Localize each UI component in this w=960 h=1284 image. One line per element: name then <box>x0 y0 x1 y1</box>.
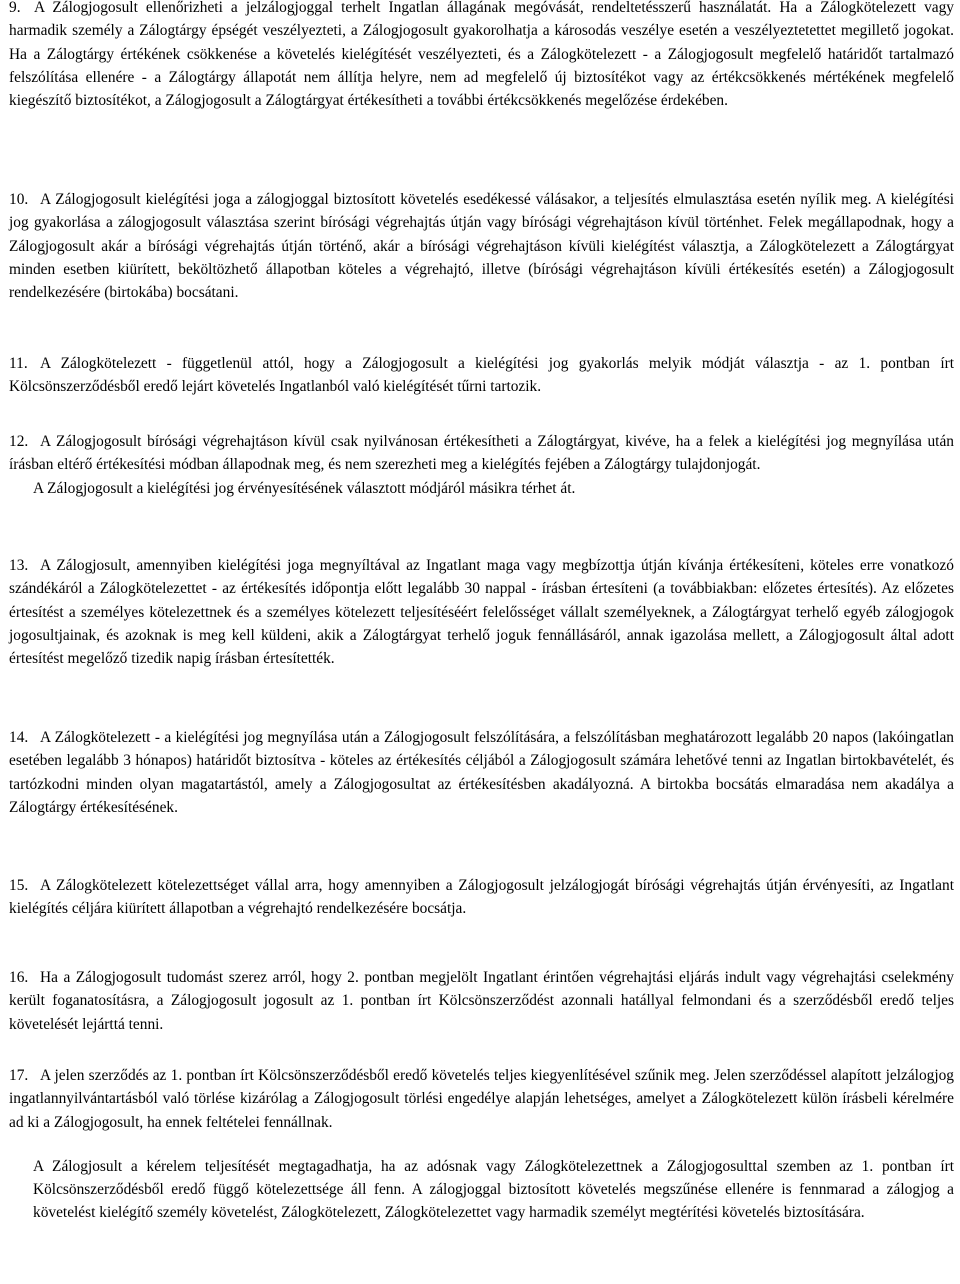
clause-11-text <box>9 352 954 399</box>
clause-12-paragraph-2: A Zálogjogosult a kielégítési jog érvényesítésének választott módjáról másikra térhet át. <box>33 479 576 497</box>
clause-14-number: 14. <box>9 729 29 746</box>
clause-17 <box>9 1064 954 1225</box>
clause-13-number: 13. <box>9 557 29 574</box>
clause-17-paragraph-1: A jelen szerződés az 1. pontban írt Kölcsönszerződésből eredő követelés teljes kiegyenlítésével szűnik meg. Jelen szerződéssel alapított jelzálogjog ingatlannyilvántartásból való törlése kizárólag a Zálogjogosult törlési engedélye alapján lehetséges, amelyet a Zálogkötelezett külön írásbeli kérelmére ad ki a Zálogjogosult, ha ennek feltételei fennállnak. <box>9 1067 954 1131</box>
clause-16-paragraph-1: Ha a Zálogjogosult tudomást szerez arról, hogy 2. pontban megjelölt Ingatlant érintően végrehajtási eljárás indult vagy végrehajtási cselekmény került foganatosításra, a Zálogjogosult jogosult az 1. pontban írt Kölcsönszerződést azonnali hatállyal felmondani és a szerződésből eredő teljes követelését lejárttá tenni. <box>9 969 954 1033</box>
clause-13-text <box>9 554 954 670</box>
clause-10-number: 10. <box>9 191 29 208</box>
clause-14 <box>9 726 954 819</box>
clause-9-number: 9. <box>9 0 21 16</box>
clause-16-number: 16. <box>9 969 29 986</box>
clause-10 <box>9 188 954 304</box>
clause-15-paragraph-1: A Zálogkötelezett kötelezettséget vállal arra, hogy amennyiben a Zálogjogosult jelzálogjogát bírósági végrehajtás útján érvényesíti, az Ingatlant kielégítés céljára kiürített állapotban a végrehajtó rendelkezésére bocsátja. <box>9 877 954 918</box>
clause-12-number: 12. <box>9 433 29 450</box>
clause-9-paragraph-1: A Zálogjogosult ellenőrizheti a jelzálogjoggal terhelt Ingatlan állagának megóvását, rendeltetésszerű használatát. Ha a Zálogkötelezett vagy harmadik személy a Zálogtárgy épségét veszélyezteti, a Zálogjogosult gyakorolhatja a károsodás veszélye esetén a veszélyeztetettet megillető jogokat. Ha a Zálogtárgy értékének csökkenése a követelés kielégítését veszélyezteti, és a Zálogkötelezett - a Zálogjogosult megfelelő határidőt tartalmazó felszólítása ellenére - a Zálogtárgy állapotát nem állítja helyre, nem ad megfelelő új biztosítékot vagy az értékcsökkenés mértékének megfelelő kiegészítő biztosítékot, a Zálogjogosult a Zálogtárgyat értékesítheti a további értékcsökkenés megelőzése érdekében. <box>9 0 954 110</box>
clause-9 <box>9 0 954 112</box>
clause-15 <box>9 874 954 921</box>
clause-9-text <box>9 0 954 112</box>
clause-12 <box>9 430 954 500</box>
clause-14-text <box>9 726 954 819</box>
clause-17-number: 17. <box>9 1067 29 1084</box>
clause-17-paragraph-2: A Zálogjosult a kérelem teljesítését megtagadhatja, ha az adósnak vagy Zálogkötelezettnek a Zálogjogosulttal szemben az 1. pontban írt Kölcsönszerződésből eredő függő kötelezettsége áll fenn. A zálogjoggal biztosított követelés megszűnése ellenére is fennmarad a zálogjog a követelést kielégítő személy követelést, Zálogkötelezett, Zálogkötelezettet vagy harmadik személyt megtérítési követelés biztosítására. <box>33 1157 954 1222</box>
clause-11 <box>9 352 954 399</box>
clause-13-paragraph-1: A Zálogjosult, amennyiben kielégítési joga megnyíltával az Ingatlant maga vagy megbízottja útján kívánja értékesíteni, köteles erre vonatkozó szándékáról a Zálogkötelezettet - az értékesítés időpontja előtt legalább 30 nappal - írásban értesíteni (a továbbiakban: előzetes értesítés). Az előzetes értesítést a személyes kötelezettnek és a személyes kötelezett teljesítéséért felelősséget vállalt személyeknek, a Zálogtárgyat terhelő egyéb zálogjogok jogosultjainak, és azoknak is meg kell küldeni, akik a Zálogtárgyat terhelő joguk fennállásáról, annak igazolása mellett, a Zálogjogosult által adott értesítést megelőző tizedik napig írásban értesítették. <box>9 557 954 668</box>
clause-17-text <box>9 1064 954 1134</box>
clause-14-paragraph-1: A Zálogkötelezett - a kielégítési jog megnyílása után a Zálogjogosult felszólítására, a felszólításban meghatározott legalább 20 napos (lakóingatlan esetében legalább 3 hónapos) határidőt biztosítva - köteles az értékesítés céljából a Zálogjogosult számára lehetővé tenni az Ingatlan birtokbavételét, és tartózkodni minden olyan magatartástól, amely a Zálogjogosultat az értékesítésben akadályozná. A birtokba bocsátás elmaradása nem akadálya a Zálogtárgy értékesítésének. <box>9 729 954 816</box>
clause-12-text <box>9 430 954 477</box>
clause-15-number: 15. <box>9 877 29 894</box>
clause-11-number: 11. <box>9 355 28 372</box>
clause-15-text <box>9 874 954 921</box>
clause-11-paragraph-1: A Zálogkötelezett - függetlenül attól, hogy a Zálogjogosult a kielégítési jog gyakorlás melyik módját választja - az 1. pontban írt Kölcsönszerződésből eredő lejárt követelés Ingatlanból való kielégítését tűrni tartozik. <box>9 355 954 396</box>
clause-10-paragraph-1: A Zálogjogosult kielégítési joga a zálogjoggal biztosított követelés esedékessé válásakor, a teljesítés elmulasztása esetén nyílik meg. A kielégítési jog gyakorlása a zálogjogosult választása szerint bírósági végrehajtás útján vagy bírósági végrehajtáson kívül történhet. Felek megállapodnak, hogy a Zálogjogosult akár a bírósági végrehajtás útján történő, akár a bírósági végrehajtáson kívüli kielégítést választja, a Zálogkötelezett a Zálogtárgyat minden esetben kiürített, beköltözhető állapotban köteles a végrehajtó, illetve (bírósági végrehajtáson kívüli értékesítés esetén) a Zálogjogosult rendelkezésére (birtokába) bocsátani. <box>9 191 954 302</box>
clause-16 <box>9 966 954 1036</box>
clause-12-paragraph-1: A Zálogjogosult bírósági végrehajtáson kívül csak nyilvánosan értékesítheti a Zálogtárgyat, kivéve, ha a felek a kielégítési jog megnyílása után írásban eltérő értékesítési módban állapodnak meg, és nem szerezheti meg a kielégítés fejében a Zálogtárgy tulajdonjogát. <box>9 433 954 474</box>
clause-10-text <box>9 188 954 304</box>
clause-13 <box>9 554 954 670</box>
clause-16-text <box>9 966 954 1036</box>
